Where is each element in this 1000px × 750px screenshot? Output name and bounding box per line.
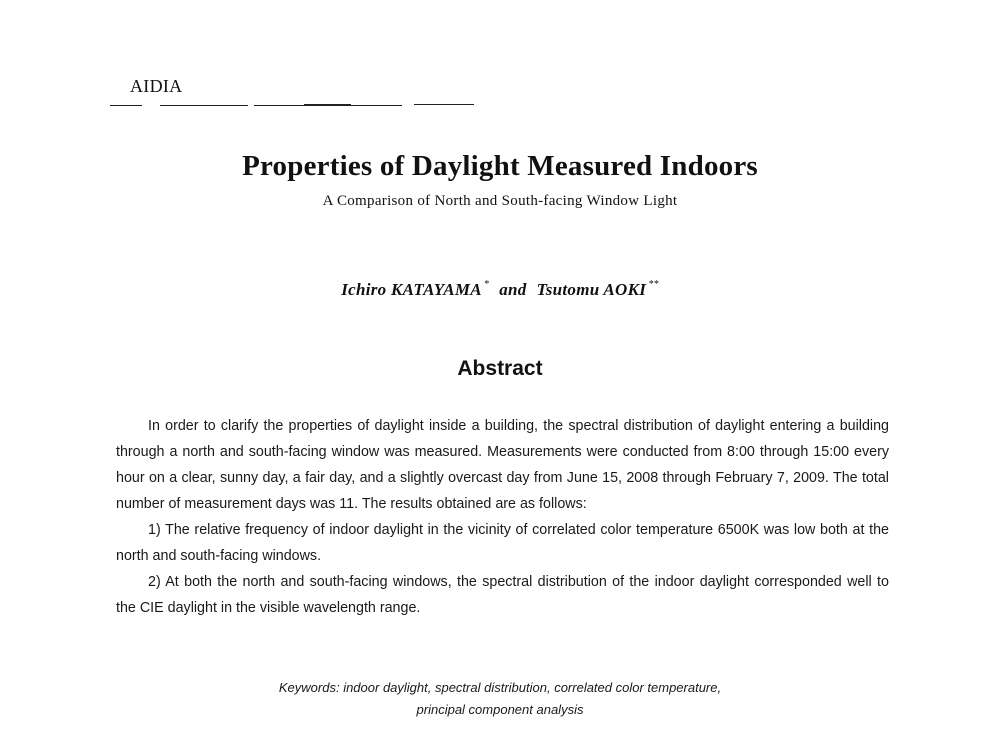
keywords xyxy=(0,677,1000,721)
author-line xyxy=(0,279,1000,300)
abstract-result-item: 2) At both the north and south-facing windows, the spectral distribution of the indoor daylight corresponded well to the CIE daylight in the visible wavelength range. xyxy=(116,574,889,616)
paper-title: Properties of Daylight Measured Indoors xyxy=(242,150,758,182)
journal-name: AIDIA xyxy=(130,76,183,96)
keywords-line: principal component analysis xyxy=(416,702,584,717)
header-rule-segment xyxy=(254,105,304,106)
author-name: Ichiro KATAYAMA xyxy=(341,280,482,299)
abstract-body xyxy=(116,413,889,621)
abstract-paragraph: In order to clarify the properties of daylight inside a building, the spectral distribution of daylight entering a building through a north and south-facing window was measured. Measurements were conducted from 8:00 through 15:00 every hour on a clear, sunny day, a fair day, and a slightly overcast day from June 15, 2008 through February 7, 2009. The total number of measurement days was 11. The results obtained are as follows: xyxy=(116,418,889,512)
header-rule-segment xyxy=(351,105,402,106)
header-rule-segment xyxy=(160,105,248,106)
paper-subtitle: A Comparison of North and South-facing Window Light xyxy=(322,193,678,209)
abstract-result-item: 1) The relative frequency of indoor daylight in the vicinity of correlated color temperature 6500K was low both at the north and south-facing windows. xyxy=(116,522,889,564)
author-affiliation-mark: * xyxy=(483,279,490,290)
header-rule-segment xyxy=(110,105,142,106)
keywords-line: Keywords: indoor daylight, spectral distribution, correlated color temperature, xyxy=(278,680,722,695)
author-name: Tsutomu AOKI xyxy=(536,280,647,299)
header-rule-segment xyxy=(414,104,474,105)
abstract-heading: Abstract xyxy=(457,357,543,380)
header-rule-segment xyxy=(304,104,351,106)
author-joiner: and xyxy=(499,280,527,299)
author-affiliation-mark: ** xyxy=(648,279,659,290)
